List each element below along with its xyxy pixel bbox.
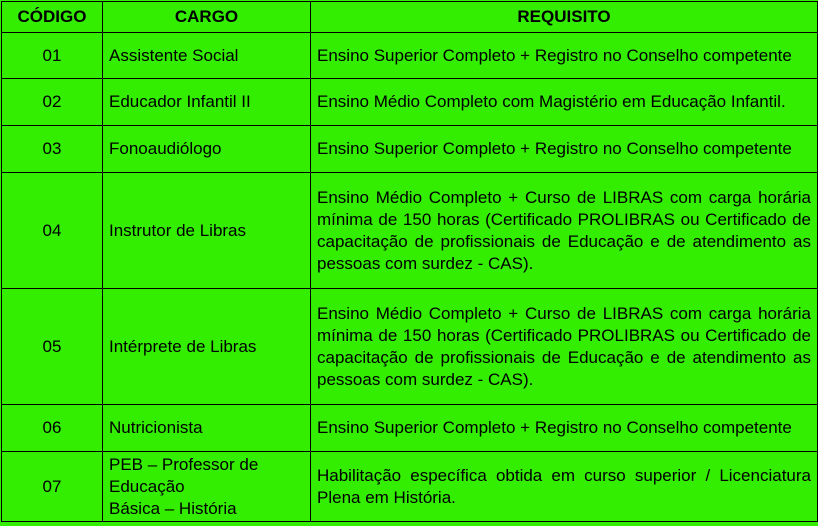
cell-requisito: Habilitação específica obtida em curso superior / Licenciatura Plena em História. — [311, 452, 818, 522]
cell-codigo: 01 — [2, 33, 103, 79]
cell-cargo: Fonoaudiólogo — [103, 126, 311, 173]
cell-requisito: Ensino Médio Completo com Magistério em Educação Infantil. — [311, 79, 818, 126]
cell-cargo: Instrutor de Libras — [103, 173, 311, 289]
cell-codigo: 03 — [2, 126, 103, 173]
cell-codigo: 02 — [2, 79, 103, 126]
cargo-line: Educação — [109, 476, 185, 496]
cell-requisito: Ensino Superior Completo + Registro no Conselho competente — [311, 33, 818, 79]
requirements-table — [1, 1, 818, 522]
cargo-line: Básica – História — [109, 498, 237, 518]
cell-codigo: 04 — [2, 173, 103, 289]
cell-requisito: Ensino Médio Completo + Curso de LIBRAS com carga horária mínima de 150 horas (Certificado PROLIBRAS ou Certificado de capacitação de profissionais de Educação e de atendimento as pessoas com surdez - CAS). — [311, 173, 818, 289]
table-row — [2, 173, 818, 289]
table-row — [2, 452, 818, 522]
cargo-line: PEB – Professor de — [109, 454, 259, 474]
header-cargo: CARGO — [103, 2, 311, 33]
table-row — [2, 289, 818, 405]
cell-requisito: Ensino Superior Completo + Registro no Conselho competente — [311, 126, 818, 173]
table-row — [2, 126, 818, 173]
cell-codigo: 07 — [2, 452, 103, 522]
table-row — [2, 405, 818, 452]
table-row — [2, 79, 818, 126]
cell-codigo: 06 — [2, 405, 103, 452]
cell-requisito: Ensino Superior Completo + Registro no Conselho competente — [311, 405, 818, 452]
cell-cargo — [103, 452, 311, 522]
cell-cargo: Nutricionista — [103, 405, 311, 452]
cell-cargo: Assistente Social — [103, 33, 311, 79]
header-codigo: CÓDIGO — [2, 2, 103, 33]
table-row — [2, 33, 818, 79]
header-requisito: REQUISITO — [311, 2, 818, 33]
cell-cargo: Educador Infantil II — [103, 79, 311, 126]
cell-requisito: Ensino Médio Completo + Curso de LIBRAS com carga horária mínima de 150 horas (Certificado PROLIBRAS ou Certificado de capacitação de profissionais de Educação e de atendimento as pessoas com surdez - CAS). — [311, 289, 818, 405]
cell-codigo: 05 — [2, 289, 103, 405]
cell-cargo: Intérprete de Libras — [103, 289, 311, 405]
table-header-row — [2, 2, 818, 33]
